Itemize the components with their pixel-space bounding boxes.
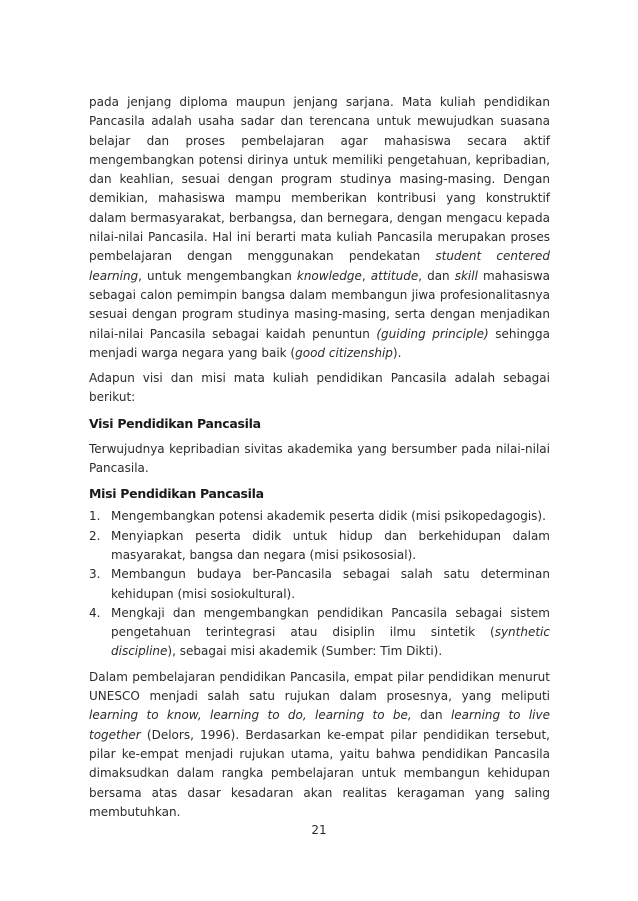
- list-number: 4.: [89, 605, 101, 620]
- page-number: 21: [311, 823, 327, 837]
- misi-heading: Misi Pendidikan Pancasila: [89, 486, 264, 502]
- list-number: 1.: [89, 509, 101, 524]
- italic-term: synthetic discipline: [111, 625, 550, 659]
- text-run: , dan: [418, 268, 455, 283]
- text-run: sehingga menjadi warga negara yang baik (: [89, 326, 550, 360]
- text-run: pada jenjang diploma maupun jenjang sarjana. Mata kuliah pendidikan Pancasila adalah usaha sadar dan terencana untuk mewujudkan suasana belajar dan proses pembelajaran agar mahasiswa secara aktif mengembangkan potensi dirinya untuk memiliki pengetahuan, kepribadian, dan keahlian, sesuai dengan program studinya masing-masing. Dengan demikian, mahasiswa mampu memberikan kontribusi yang konstruktif dalam bermasyarakat, berbangsa, dan bernegara, dengan mengacu kepada nilai-nilai Pancasila. Hal ini berarti mata kuliah Pancasila merupakan proses pembelajaran dengan menggunakan pendekatan: [89, 95, 550, 264]
- misi-list: [89, 507, 550, 661]
- text-run: (Delors, 1996). Berdasarkan ke-empat pilar pendidikan tersebut, pilar ke-empat menjadi rujukan utama, yaitu bahwa pendidikan Pancasila dimaksudkan dalam rangka pembelajaran untuk membangun kehidupan bersama atas dasar kesadaran akan realitas keragaman yang saling membutuhkan.: [89, 727, 550, 819]
- list-item: [89, 565, 550, 604]
- italic-term: attitude: [370, 268, 419, 283]
- italic-term: good citizenship: [295, 345, 393, 360]
- visi-heading: Visi Pendidikan Pancasila: [89, 415, 261, 431]
- visi-text: Terwujudnya kepribadian sivitas akademika yang bersumber pada nilai-nilai Pancasila.: [89, 441, 550, 476]
- list-text: Membangun budaya ber-Pancasila sebagai salah satu determinan kehidupan (misi sosiokultural).: [111, 567, 550, 601]
- page-body: [89, 93, 550, 822]
- text-run: mahasiswa sebagai calon pemimpin bangsa dalam membangun jiwa profesionalitasnya sesuai dengan program studinya masing-masing, serta dengan menjadikan nilai-nilai Pancasila sebagai kaidah penuntun: [89, 268, 550, 341]
- list-text: Mengembangkan potensi akademik peserta didik (misi psikopedagogis).: [111, 509, 546, 524]
- list-number: 3.: [89, 567, 101, 582]
- list-text: ), sebagai misi akademik (Sumber: Tim Dikti).: [167, 644, 443, 659]
- italic-term: knowledge: [296, 268, 362, 283]
- list-item: [89, 507, 550, 526]
- list-text: Mengkaji dan mengembangkan pendidikan Pancasila sebagai sistem pengetahuan terintegrasi atau disiplin ilmu sintetik (: [111, 605, 550, 640]
- italic-term: skill: [454, 268, 478, 283]
- paragraph-unesco: [89, 668, 550, 822]
- italic-term: (guiding principle): [376, 326, 489, 341]
- list-item: [89, 604, 550, 662]
- text-run: , untuk mengembangkan: [138, 268, 297, 283]
- text-run: Dalam pembelajaran pendidikan Pancasila, empat pilar pendidikan menurut UNESCO menjadi salah satu rujukan dalam prosesnya, yang meliputi: [89, 669, 550, 704]
- list-text: Menyiapkan peserta didik untuk hidup dan berkehidupan dalam masyarakat, bangsa dan negara (misi psikososial).: [111, 528, 550, 562]
- text-run: ,: [361, 268, 371, 283]
- text-run: ).: [392, 345, 402, 360]
- paragraph-visi-misi-intro: Adapun visi dan misi mata kuliah pendidikan Pancasila adalah sebagai berikut:: [89, 371, 550, 405]
- text-run: dan: [411, 708, 451, 723]
- list-number: 2.: [89, 528, 101, 543]
- italic-term: student centered learning: [89, 249, 551, 283]
- list-item: [89, 527, 550, 566]
- italic-term: learning to know, learning to do, learning to be,: [89, 708, 412, 723]
- italic-term: learning to live together: [89, 708, 550, 742]
- paragraph-intro: [89, 93, 550, 363]
